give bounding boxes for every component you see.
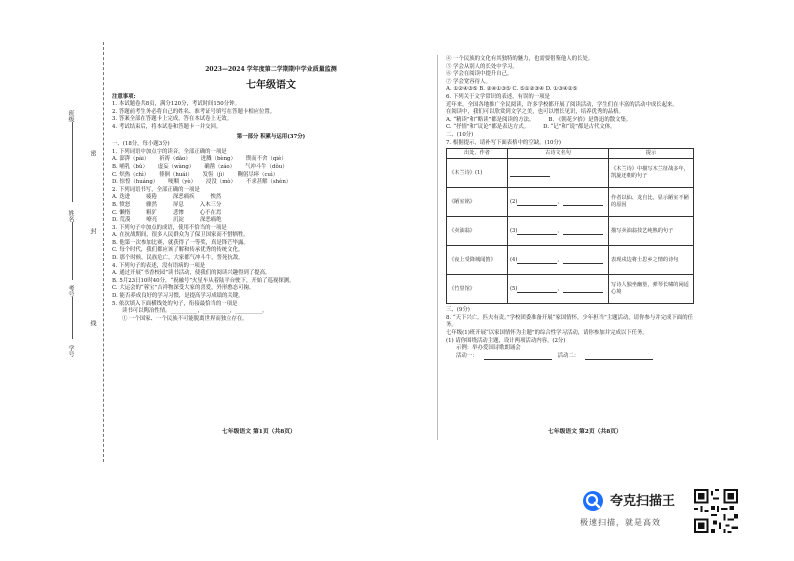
sentence-item: ① 一个国家、一个民族不可能脱离世界而独立存在。: [122, 315, 248, 322]
option-line: D. 那个时候，民族危亡，大家都气冲斗牛，誓死抗敌。: [112, 255, 244, 262]
sentence-item: ④ 一个民族的文化有其独特的魅力，也需要借鉴他人的长处。: [446, 56, 594, 62]
table-header: 古诗文名句: [508, 149, 609, 159]
answer-blank[interactable]: [517, 257, 557, 264]
option-line: A. 通过开展“书香校园”读书活动，使我们的阅读兴趣得到了提高。: [112, 270, 271, 277]
question-stem: 2. 下列词语书写，全部正确的一项是: [112, 186, 200, 193]
option-row: B. 哺乳（bǔ） 虚妄（wàng） 确凿（záo） 气冲斗牛（dǒu）: [112, 163, 288, 170]
binding-field-class: 班级: [67, 110, 74, 122]
answer-blank[interactable]: [510, 170, 550, 177]
sentence-item: ⑤ 学会从别人的长处中学习。: [446, 63, 518, 70]
option-row: D. 惊惶（huáng） 哽咽（yè） 浸没（mò） 不求甚解（shèn）: [112, 179, 292, 186]
section-heading: 二、(10分): [446, 131, 474, 138]
sentence-item: ⑦ 学会宽容待人。: [446, 78, 491, 85]
question-stem: 5. 依次填入下面横线处的句子，衔接最恰当的一项是: [112, 300, 238, 307]
option-row: D. 荒漠 嘹亮 沉淀 深恶痛绝: [112, 217, 222, 224]
answer-blank[interactable]: [563, 257, 603, 264]
question-stem: 4. 下列句子的表述，没有语病的一项是: [112, 262, 206, 269]
option-row: B. 愤怒 骤然 屏息 入木三分: [112, 201, 222, 208]
exam-year-line: 2023—2024 学年度第二学期期中学业质量监测: [205, 66, 337, 73]
poem-table: [446, 148, 694, 304]
option-row: A. 澎湃（pài） 祈祷（dǎo） 迸溅（bèng） 锲而不舍（qiè）: [112, 156, 287, 163]
example-line: 示例：举办爱国诗歌朗诵会: [456, 345, 521, 352]
sentence-item: ⑥ 学会在阅读中提升自己。: [446, 71, 513, 78]
option-line: B. 他第一次参加比赛，就获得了一等奖，真是锋芒毕露。: [112, 239, 249, 246]
option-row: C. 炽热（chì） 徘徊（huái） 发髻（jì） 鞠躬尽瘁（cuì）: [112, 171, 279, 178]
quark-logo-slogan: 极速扫描，就是高效: [580, 518, 661, 527]
binding-field-score: 考号: [67, 285, 74, 297]
option-line: A. ①②④③⑤ B. ②④①③⑤ C. ⑤①②③④ D. ①③④②⑤: [446, 86, 578, 93]
activity-1-label: 活动一：: [456, 352, 478, 359]
activity-row: [446, 353, 696, 361]
section-heading: 三、(9分): [446, 307, 470, 314]
qr-code-icon: [694, 489, 738, 537]
binding-fill-line: [72, 297, 73, 339]
quark-logo-icon: [582, 490, 604, 512]
option-row: C. 懒惰 粗犷 悲惨 心不在焉: [112, 209, 222, 216]
question-stem: 6. 下列关于文学常识的表述，有误的一项是: [446, 93, 550, 100]
part-heading: 第一部分 积累与运用(37分): [236, 133, 306, 140]
answer-blank[interactable]: [563, 228, 603, 235]
activity-2-blank[interactable]: [585, 353, 653, 360]
table-row: 《木兰诗》(1) 《木兰诗》中描写木兰征战多年，凯旋还朝的句子: [447, 159, 694, 188]
option-line: B. 5月23日10时40分，“祝融号”火星车从着陆平台驶下，开始了巡视探测。: [112, 277, 295, 284]
option-row: C. “抒情”和“议论”都是表达方式。 D. “记”和“说”都是古代文体。: [446, 124, 616, 131]
table-header: 出处、作者: [447, 149, 508, 159]
question-stem: 1. 下列词语中加点字的读音，全部正确的一项是: [112, 148, 227, 155]
option-line: C. 每个时代，我们都应该了解和传承优秀的传统文化。: [112, 247, 244, 254]
page-1-footer: 七年级语文 第1页（共8页）: [222, 429, 296, 435]
binding-field-name: 姓名: [67, 210, 74, 222]
question-stem: 7. 根据提示，请补写下面表格中的空缺。(10分): [446, 139, 561, 146]
option-line: D. 能否养成良好的学习习惯，是提高学习成绩的关键。: [112, 293, 244, 300]
page-divider: [437, 55, 438, 440]
table-row: 《陋室铭》 (2) ， 作者以仙、龙自比，显示陋室不陋的原因: [447, 188, 694, 217]
binding-dashed-line: [103, 42, 104, 462]
binding-fill-line: [72, 222, 73, 280]
notice-line: 2. 答题前考生务必将自己的姓名、准考证号填写在答题卡相应位置。: [112, 108, 276, 115]
notice-heading: 注意事项:: [112, 93, 136, 100]
answer-blank[interactable]: [563, 286, 603, 293]
notice-line: 1. 本试题卷共8页，满分120分，考试时间150分钟。: [112, 101, 240, 108]
activity-2-label: 活动二：: [557, 352, 580, 359]
page-2: [446, 56, 696, 360]
binding-fill-line: [72, 122, 73, 202]
passage-line: 8. “天下兴亡，匹夫有责。”学校团委准备开展“家国情怀，少年担当”主题活动，请你参与并完成下面的任务。: [446, 314, 693, 329]
page-2-footer: 七年级语文 第2页（共8页）: [548, 429, 622, 435]
option-line: A. 在抗战期间，很多人民群众为了保卫国家而不惜牺牲。: [112, 232, 249, 239]
passage-line: 在阅读中，我们可以欣赏到文学之美，也可以增长见识，培养优秀的品格。: [446, 109, 624, 116]
table-row: 《竹里馆》 (5) ， 写诗人独坐幽篁，弹琴长啸的闲适心境: [447, 275, 694, 304]
answer-blank[interactable]: [517, 199, 557, 206]
binding-marker-xian: 线: [89, 320, 96, 326]
question-stem: (1) 请你围绕活动主题，设计两项活动内容。(2分): [446, 337, 566, 344]
binding-marker-mi: 密: [89, 150, 96, 156]
exam-title: 七年级语文: [246, 79, 296, 91]
binding-marker-feng: 封: [89, 228, 96, 234]
binding-field-id: 学号: [67, 345, 74, 357]
option-row: A. “精读”和“略读”都是阅读的方法。 B. 《朝花夕拾》是鲁迅的散文集。: [446, 116, 632, 123]
question-stem: 3. 下列句子中加点的成语，使用不恰当的一项是: [112, 224, 227, 231]
quark-logo-name: 夸克扫描王: [610, 494, 676, 509]
answer-blank[interactable]: [517, 286, 557, 293]
passage-line: 七年级(1)班开展“以家国情怀为主题”的综合性学习活动，请你参加并完成以下任务。: [446, 329, 648, 336]
notice-line: 3. 答案全部在答题卡上完成，答在本试卷上无效。: [112, 116, 233, 123]
answer-blank[interactable]: [517, 228, 557, 235]
page-1: [112, 66, 430, 323]
table-row: 《卖油翁》 (3) ， 描写卖油翁技艺纯熟的句子: [447, 217, 694, 246]
option-row: A. 迭进 疲倦 深恶痛疾 怏然: [112, 194, 222, 201]
activity-1-blank[interactable]: [484, 353, 552, 360]
option-line: C. 大运会的“蓉宝”吉祥物深受大家的喜爱，外形憨态可掬。: [112, 285, 255, 292]
table-header: 提示: [609, 149, 694, 159]
notice-line: 4. 考试结束后，将本试卷和答题卡一并交回。: [112, 123, 222, 130]
section-heading: 一、(18分，每小题3分): [112, 141, 170, 148]
table-row: 《夜上受降城闻笛》 (4) ， 表现戍边将士思乡之情的诗句: [447, 246, 694, 275]
answer-blank[interactable]: [563, 199, 603, 206]
fill-sentence: 读书可以陶冶性情。__________，__________，__________。: [122, 308, 268, 315]
passage-line: 近年来，全国各地推广全民阅读，许多学校都开展了阅读活动，学生们在丰富的活动中成长起来。: [446, 101, 678, 108]
